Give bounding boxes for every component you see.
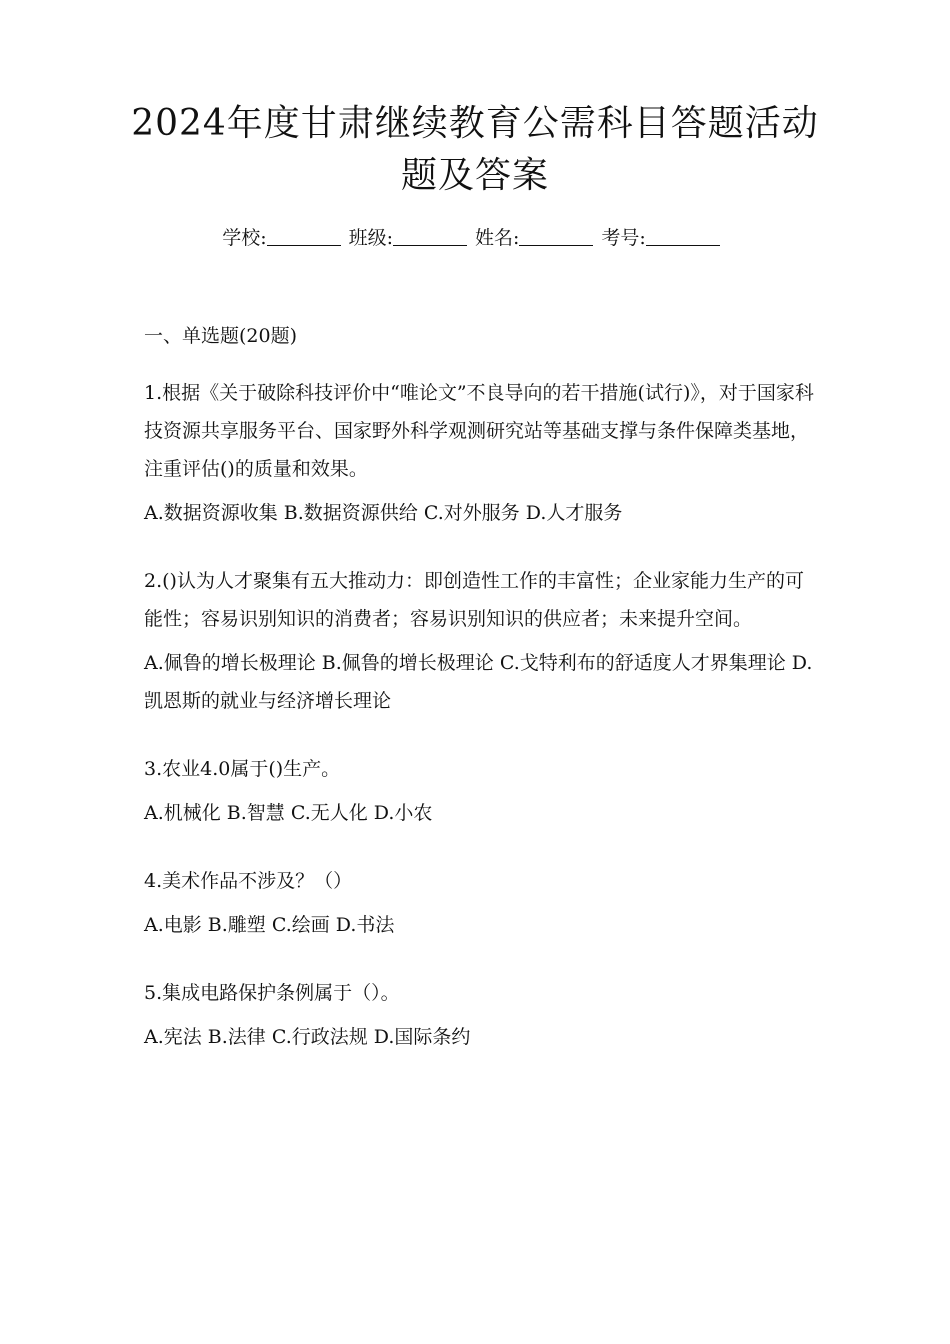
document-body — [144, 322, 814, 1086]
question-item — [144, 374, 814, 532]
question-text: 5.集成电路保护条例属于（）。 — [144, 982, 400, 1004]
question-options: A.机械化 B.智慧 C.无人化 D.小农 — [144, 802, 433, 824]
question-text: 3.农业4.0属于()生产。 — [144, 758, 341, 780]
question-options: A.数据资源收集 B.数据资源供给 C.对外服务 D.人才服务 — [144, 502, 623, 524]
question-item — [144, 750, 814, 832]
name-label: 姓名: — [475, 227, 520, 249]
question-options: A.电影 B.雕塑 C.绘画 D.书法 — [144, 914, 395, 936]
question-text: 2.()认为人才聚集有五大推动力：即创造性工作的丰富性；企业家能力生产的可能性；容易识别知识的消费者；容易识别知识的供应者；未来提升空间。 — [144, 570, 804, 630]
question-options: A.宪法 B.法律 C.行政法规 D.国际条约 — [144, 1026, 471, 1048]
student-info-bar — [0, 224, 950, 252]
school-label: 学校: — [222, 227, 267, 249]
question-options: A.佩鲁的增长极理论 B.佩鲁的增长极理论 C.戈特利布的舒适度人才界集理论 D.凯恩斯的就业与经济增长理论 — [144, 652, 813, 712]
title-line-2: 题及答案 — [400, 155, 549, 196]
section-heading: 一、单选题(20题) — [144, 325, 298, 347]
name-blank — [519, 225, 593, 246]
exam-number-label: 考号: — [601, 227, 646, 249]
school-blank — [267, 225, 341, 246]
question-item — [144, 974, 814, 1056]
question-item — [144, 862, 814, 944]
exam-number-blank — [646, 225, 720, 246]
class-label: 班级: — [348, 227, 393, 249]
class-blank — [393, 225, 467, 246]
question-item — [144, 562, 814, 720]
question-text: 1.根据《关于破除科技评价中“唯论文”不良导向的若干措施(试行)》，对于国家科技资源共享服务平台、国家野外科学观测研究站等基础支撑与条件保障类基地，注重评估()的质量和效果。 — [144, 382, 814, 480]
title-line-1: 2024年度甘肃继续教育公需科目答题活动 — [131, 103, 819, 144]
document-title — [100, 98, 850, 202]
question-text: 4.美术作品不涉及？（） — [144, 870, 353, 892]
